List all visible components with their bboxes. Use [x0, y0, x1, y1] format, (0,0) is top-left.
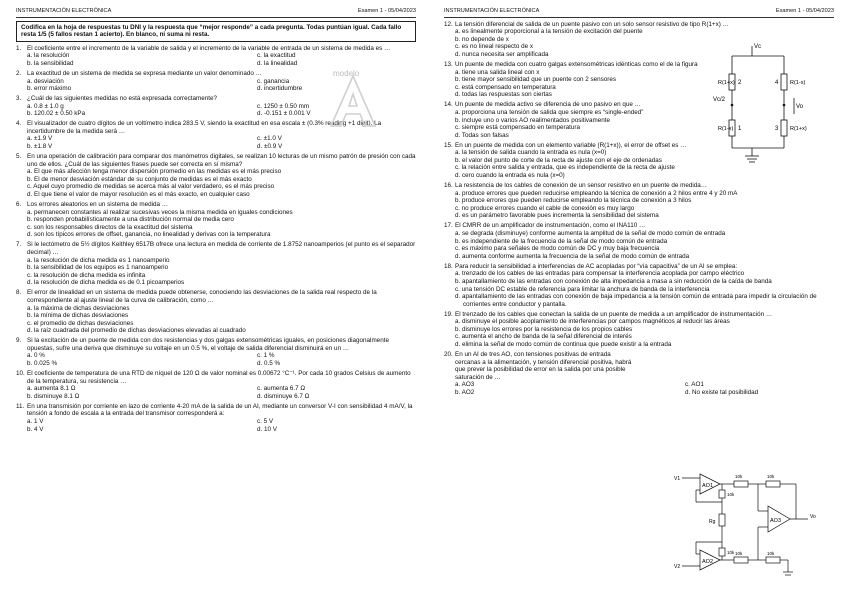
answer-option: a. ±1.9 V [27, 135, 53, 143]
question-statement: Un puente de medida con cuatro galgas extensométricas idénticas como el de la figura [455, 60, 698, 68]
answer-option: b. tiene mayor sensibilidad que un puente con 2 sensores [455, 76, 617, 84]
answer-options [16, 352, 416, 367]
answer-options [444, 270, 834, 308]
question-number: 15. [444, 141, 453, 149]
r2-label: 10k [727, 550, 735, 555]
r6-label: 10k [767, 551, 775, 556]
question-14 [444, 101, 714, 139]
answer-option: a. AO3 [455, 381, 475, 389]
answer-option: d. son los típicos errores de offset, ganancia, no linealidad y derivas con la temperatura [27, 231, 271, 239]
answer-option: c. es no lineal respecto de x [455, 43, 534, 51]
question-statement: En un AI de tres AO, con tensiones positivas de entrada cercanas a la alimentación, y tensión diferencial positiva, habrá que prever la posibilidad de error en la salida por una posible saturación de … [455, 351, 632, 381]
answer-option: c. aumenta 6.7 Ω [257, 385, 306, 393]
answer-option: b. es independiente de la frecuencia de la señal de modo común de entrada [455, 237, 668, 245]
answer-options [444, 190, 834, 220]
question-number: 18. [444, 262, 453, 270]
question-text [444, 182, 834, 190]
answer-option: d. nunca necesita ser amplificada [455, 50, 549, 58]
model-letter-watermark [325, 72, 381, 128]
question-17 [444, 222, 834, 260]
answer-option: c. una tensión DC estable de referencia para limitar la anchura de banda de la interferencia [455, 285, 710, 293]
answer-option: d. cero cuando la entrada es nula (x=0) [455, 172, 565, 180]
question-number: 13. [444, 60, 453, 68]
answer-option: a. El que más afección tenga menor dispersión promedio en las medidas es el más preciso [27, 168, 282, 176]
question-5 [16, 153, 416, 199]
answer-option: d. la linealidad [257, 59, 298, 67]
v2-label: V2 [674, 564, 681, 570]
answer-options [16, 305, 416, 335]
question-statement: Si la excitación de un puente de medida con dos resistencias y dos galgas extensométricas iguales, en posiciones diagonalmente opuestas, sufre una deriva que disminuye su voltaje en un 0.5 %, el voltaje de salida diferencial disminuirá en un … [27, 337, 389, 352]
question-text [16, 241, 416, 256]
question-13 [444, 61, 714, 99]
v1-label: V1 [674, 476, 681, 482]
answer-option: a. la resolución de dicha medida es 1 nanoamperio [27, 256, 170, 264]
answer-option: a. 0.8 ± 1.0 g [27, 102, 64, 110]
answer-option: a. la máxima de dichas desviaciones [27, 304, 130, 312]
answer-option: d. ±0.9 V [257, 143, 283, 151]
answer-option: c. aumenta el ancho de banda de la señal diferencial de interés [455, 333, 632, 341]
answer-option: d. incertidumbre [257, 85, 303, 93]
answer-option: d. la raíz cuadrada del promedio de dichas desviaciones elevadas al cuadrado [27, 327, 246, 335]
answer-option: d. Todas son falsas [455, 131, 509, 139]
question-number: 7. [16, 241, 22, 249]
answer-options [16, 168, 416, 198]
r4-label: 10k [735, 551, 743, 556]
answer-option: b. ±1.8 V [27, 143, 53, 151]
question-statement: Los errores aleatorios en un sistema de medida … [27, 201, 169, 209]
bridge-node-right [783, 104, 786, 107]
answer-option: a. desviación [27, 77, 64, 85]
question-number: 12. [444, 20, 453, 28]
answer-option: d. todas las respuestas son ciertas [455, 91, 552, 99]
exam-date-right: Examen 1 - 05/04/2023 [775, 8, 834, 14]
bridge-n2-label: 2 [738, 80, 742, 86]
question-text [16, 289, 416, 304]
question-number: 2. [16, 69, 22, 77]
answer-option: b. 0.025 % [27, 360, 58, 368]
ao1-label: AO1 [702, 483, 714, 489]
answer-options [444, 109, 714, 139]
answer-option: c. Aquel cuyo promedio de medidas se acerca más al valor verdadero, es el más preciso [27, 183, 275, 191]
answer-option: d. apantallamiento de las entradas con conexión de baja impedancia a la tensión común de entrada para impedir la circulación de corrientes entre conductor y pantalla. [455, 293, 817, 308]
bridge-n1-label: 1 [738, 126, 742, 132]
question-text [444, 311, 834, 319]
answer-option: b. disminuye 8.1 Ω [27, 392, 80, 400]
answer-option: d. aumenta conforme aumenta la frecuencia de la señal de modo común de entrada [455, 252, 690, 260]
answer-option: b. 120.02 ± 0.50 kPa [27, 110, 86, 118]
answer-options [444, 69, 714, 99]
answer-option: b. la mínima de dichas desviaciones [27, 312, 129, 320]
ao2-label: AO2 [702, 559, 714, 565]
bridge-r1-label: R(1+x) [718, 80, 735, 86]
answer-option: b. disminuye los errores por la resistencia de los propios cables [455, 325, 633, 333]
answer-option: a. proporciona una tensión de salida que siempre es “single-ended” [455, 108, 644, 116]
answer-options [444, 230, 834, 260]
answer-option: c. no produce errores cuando el cable de conexión es muy largo [455, 204, 635, 212]
bridge-n3-label: 3 [775, 126, 779, 132]
question-text [16, 403, 416, 418]
question-statement: En una operación de calibración para comparar dos manómetros digitales, se realizan 10 lecturas de un mismo patrón de presión con cada uno de ellos. ¿Cuál de las siguientes frases puede ser correcta en sí misma? [27, 153, 416, 168]
answer-option: d. 0.5 % [257, 360, 281, 368]
instrumentation-amplifier-figure [672, 468, 832, 584]
question-statement: El visualizador de cuatro dígitos de un voltímetro indica 283.5 V, siendo la exactitud en esa escala ± (0.3% reading +1 digit). La incertidumbre de la medida será … [27, 120, 382, 135]
answer-option: a. se degrada (disminuye) conforme aumenta la amplitud de la señal de modo común de entrada [455, 229, 726, 237]
question-text [444, 351, 634, 381]
question-text [444, 263, 834, 271]
r1-label: 10k [727, 492, 735, 497]
question-10 [16, 370, 416, 400]
answer-option: c. siempre está compensado en temperatura [455, 124, 580, 132]
answer-option: d. 10 V [257, 425, 277, 433]
bridge-n4-label: 4 [775, 80, 779, 86]
bridge-r4-label: R(1+x) [790, 126, 807, 132]
question-text [444, 101, 714, 109]
answer-option: a. produce errores que pueden reducirse empleando la técnica de conexión a 2 hilos entre 4 y 20 mA [455, 189, 738, 197]
answer-options [444, 318, 834, 348]
answer-options [16, 135, 416, 150]
r5-label: 10k [767, 474, 775, 479]
answer-option: c. AO1 [685, 381, 704, 389]
answer-option: c. la relación entre salida y entrada, que es independiente de la recta de ajuste [455, 164, 675, 172]
answer-option: a. 1 V [27, 418, 44, 425]
answer-option: c. son los responsables directos de la exactitud del sistema [27, 223, 193, 231]
answer-option: c. 5 V [257, 418, 274, 425]
answer-option: a. 0 % [27, 352, 45, 360]
question-number: 17. [444, 222, 453, 230]
question-statement: El coeficiente de temperatura de una RTD de níquel de 120 Ω de valor nominal es 0.00672 °C⁻¹. Por cada 10 grados Celsius de aumento de la temperatura, su resistencia … [27, 370, 411, 385]
answer-option: b. error máximo [27, 85, 72, 93]
answer-options [444, 381, 759, 397]
course-title: INSTRUMENTACIÓN ELECTRÓNICA [16, 8, 112, 14]
question-statement: Si le lectómetro de 5½ dígitos Keithley 6517B ofrece una lectura en medida de corriente de 1.8752 nanoamperios (el punto es el separador decimal) … [27, 241, 416, 256]
answer-options [16, 209, 416, 239]
question-number: 10. [16, 370, 25, 378]
question-statement: El CMRR de un amplificador de instrumentación, como el INA110 … [455, 222, 646, 230]
answer-option: c. ganancia [257, 77, 290, 85]
answer-option: a. aumenta 8.1 Ω [27, 385, 76, 393]
page-header-right [444, 8, 834, 18]
answer-option: b. el valor del punto de corte de la recta de ajuste con el eje de ordenadas [455, 156, 662, 164]
question-text [16, 45, 416, 53]
answer-options [16, 52, 416, 67]
answer-option: d. No existe tal posibilidad [685, 389, 759, 397]
question-statement: La resistencia de los cables de conexión de un sensor resistivo en un puente de medida… [455, 182, 708, 190]
bridge-output-label: Vo [796, 104, 804, 110]
question-statement: ¿Cuál de las siguientes medidas no está expresada correctamente? [27, 95, 218, 103]
question-statement: El coeficiente entre el incremento de la variable de salida y el incremento de la variable de entrada de un sistema de medida es … [27, 44, 391, 52]
answer-options [444, 149, 714, 179]
rg-label: Rg [709, 519, 716, 525]
question-text [16, 370, 416, 385]
answer-option: a. la resolución [27, 52, 70, 60]
question-text [444, 142, 714, 150]
answer-options [16, 257, 416, 287]
question-statement: En un puente de medida con un elemento variable (R(1+x)), el error de offset es … [455, 141, 687, 149]
answer-option: b. El de menor desviación estándar de su conjunto de medidas es el más exacto [27, 175, 252, 183]
question-statement: Para reducir la sensibilidad a interferencias de AC acopladas por “vía capacitiva” de un AI se emplea: [455, 262, 738, 270]
question-text [444, 61, 714, 69]
question-number: 19. [444, 310, 453, 318]
answer-option: c. ±1.0 V [257, 135, 282, 143]
question-number: 20. [444, 351, 453, 359]
answer-option: c. la exactitud [257, 52, 296, 60]
question-statement: Un puente de medida activo se diferencia de uno pasivo en que … [455, 101, 641, 109]
question-15 [444, 142, 714, 180]
answer-option: a. tiene una salida lineal con x [455, 68, 540, 76]
answer-options [16, 385, 416, 400]
answer-option: d. -0.151 ± 0.001 V [257, 110, 311, 118]
answer-options [16, 418, 416, 433]
question-number: 4. [16, 120, 22, 128]
course-title-right: INSTRUMENTACIÓN ELECTRÓNICA [444, 8, 540, 14]
answer-option: a. trenzado de los cables de las entradas para compensar la interferencia acoplada por campo eléctrico [455, 270, 745, 278]
question-number: 8. [16, 289, 22, 297]
question-number: 11. [16, 402, 25, 410]
question-number: 5. [16, 153, 22, 161]
question-6 [16, 201, 416, 239]
answer-option: c. la resolución de dicha medida es infinita [27, 271, 146, 279]
question-20 [444, 351, 759, 397]
bridge-supply-label: Vc [754, 44, 762, 50]
question-8 [16, 289, 416, 335]
question-text [444, 21, 834, 29]
answer-option: d. la resolución de dicha medida es de 0.1 picoamperios [27, 279, 185, 287]
ao3-label: AO3 [770, 518, 782, 524]
answer-option: d. elimina la señal de modo común de continua que puede existir a la entrada [455, 341, 672, 349]
r3-label: 10k [735, 474, 743, 479]
question-statement: La tensión diferencial de salida de un puente pasivo con un solo sensor resistivo de tipo R(1+x) … [455, 20, 729, 28]
question-1 [16, 45, 416, 68]
bridge-circuit-figure [713, 40, 830, 168]
answer-option: b. la sensibilidad de los equipos es 1 nanoamperio [27, 264, 169, 272]
bridge-r2-label: R(1-x) [718, 126, 734, 132]
question-number: 14. [444, 101, 453, 109]
vo-label: Vo [810, 514, 816, 520]
answer-option: a. es linealmente proporcional a la tensión de excitación del puente [455, 28, 643, 36]
answer-option: b. la sensibilidad [27, 59, 74, 67]
watermark-label: modelo [333, 69, 360, 78]
answer-option: a. la tensión de salida cuando la entrada es nula (x=0) [455, 149, 607, 157]
page-header-left [16, 8, 416, 18]
question-9 [16, 337, 416, 367]
answer-option: d. disminuye 6.7 Ω [257, 392, 310, 400]
question-11 [16, 403, 416, 433]
answer-option: b. no depende de x [455, 35, 509, 43]
exam-date: Examen 1 - 05/04/2023 [357, 8, 416, 14]
question-statement: El trenzado de los cables que conectan la salida de un puente de medida a un amplificador de instrumentación … [455, 310, 773, 318]
bridge-r3-label: R(1-x) [790, 80, 806, 86]
question-number: 1. [16, 44, 22, 52]
answer-option: c. el promedio de dichas desviaciones [27, 319, 134, 327]
answer-option: d. El que tiene el valor de mayor resolución es el más exacto, en cualquier caso [27, 191, 250, 199]
answer-option: d. es un parámetro favorable pues incrementa la sensibilidad del sistema [455, 212, 659, 220]
question-number: 6. [16, 201, 22, 209]
answer-option: c. 1 % [257, 352, 275, 360]
answer-option: b. 4 V [27, 425, 44, 433]
question-text [16, 153, 416, 168]
question-statement: En una transmisión por corriente en lazo de corriente 4-20 mA de la salida de un AI, mediante un conversor V-I con sensibilidad 4 mA/V, la tensión a fondo de escala a la entrada del transmisor corresponderá a: [27, 402, 413, 418]
answer-option: a. disminuye el posible acoplamiento de interferencias por campos magnéticos al reducir las áreas [455, 318, 730, 326]
question-number: 3. [16, 95, 22, 103]
question-statement: El error de linealidad en un sistema de medida puede obtenerse, conociendo las desviaciones de la salida real respecto de la correspondiente al ajuste lineal de la curva de calibración, como … [27, 289, 377, 304]
question-number: 9. [16, 337, 22, 345]
answer-option: b. produce errores que pueden reducirse empleando la técnica de conexión a 3 hilos [455, 197, 692, 205]
answer-option: c. 1250 ± 0.50 mm [257, 102, 310, 110]
question-7 [16, 241, 416, 287]
question-text [444, 222, 834, 230]
question-statement: La exactitud de un sistema de medida se expresa mediante un valor denominado … [27, 69, 262, 77]
answer-option: b. AO2 [455, 389, 475, 397]
answer-option: c. es máximo para señales de modo común de DC y muy baja frecuencia [455, 245, 660, 253]
question-19 [444, 311, 834, 349]
instructions-box: Codifica en la hoja de respuestas tu DNI y la respuesta que “mejor responde” a cada pregunta. Todas puntúan igual. Cada fallo resta 1/5 (5 fallos restan 1 acierto). En blanco, ni suma ni resta. [16, 21, 416, 42]
answer-option: a. permanecen constantes al realizar sucesivas veces la misma medida en iguales condiciones [27, 208, 293, 216]
answer-option: b. incluye uno o varios AO realimentados positivamente [455, 116, 611, 124]
answer-option: b. responden probabilísticamente a una distribución normal de media cero [27, 216, 234, 224]
question-18 [444, 263, 834, 309]
question-text [16, 337, 416, 352]
bridge-node-left [731, 104, 734, 107]
answer-option: c. está compensado en temperatura [455, 83, 556, 91]
answer-option: b. apantallamiento de las entradas con conexión de alta impedancia a masa a sin reducción de la caída de banda [455, 277, 772, 285]
bridge-mid-label: Vc/2 [713, 97, 726, 103]
question-text [16, 201, 416, 209]
question-16 [444, 182, 834, 220]
question-number: 16. [444, 182, 453, 190]
